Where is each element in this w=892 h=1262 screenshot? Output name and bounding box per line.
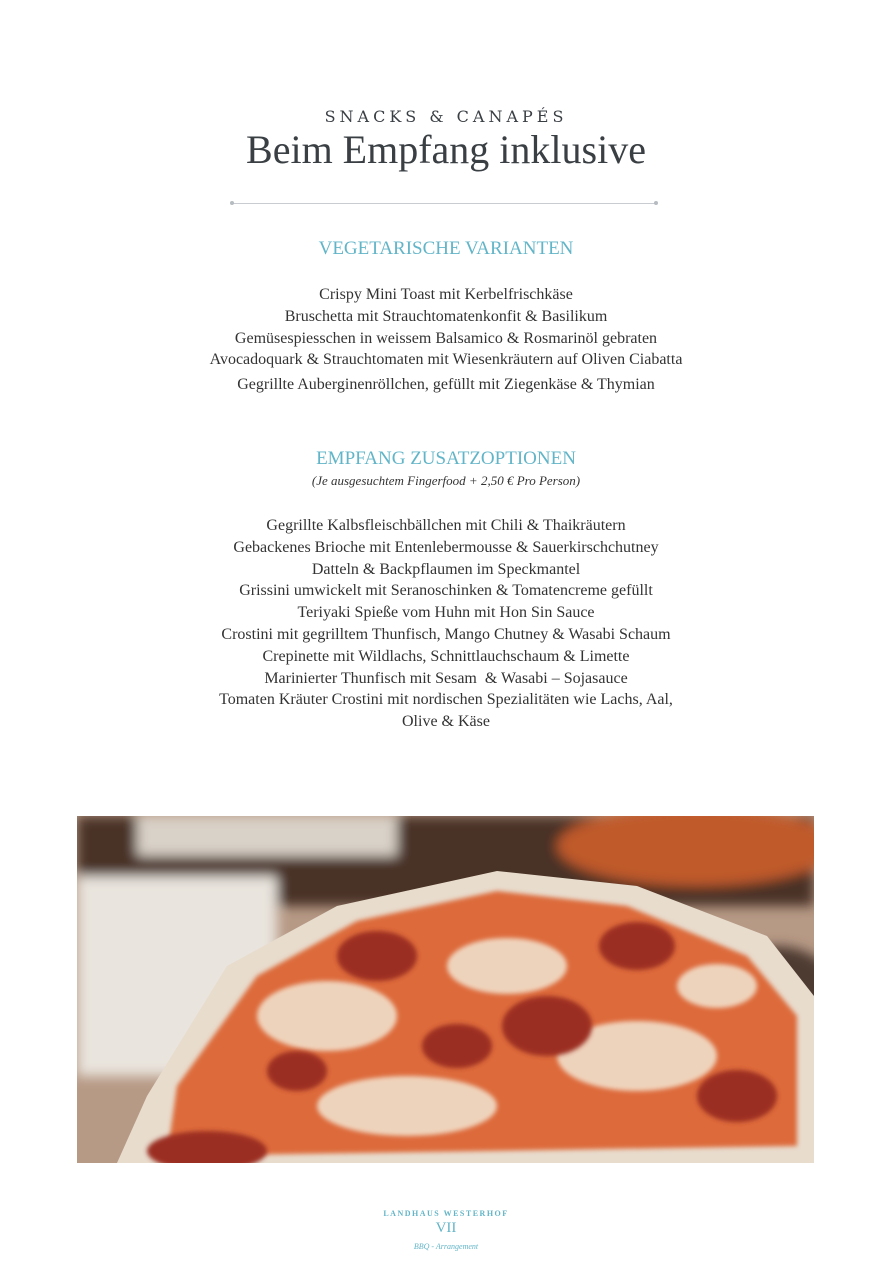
list-item: Gegrillte Auberginenröllchen, gefüllt mit Ziegenkäse & Thymian [237, 376, 655, 394]
list-item: Olive & Käse [402, 713, 490, 731]
list-item: Crispy Mini Toast mit Kerbelfrischkäse [319, 286, 573, 303]
list-item: Tomaten Kräuter Crostini mit nordischen Spezialitäten wie Lachs, Aal, [219, 691, 673, 709]
pizza-illustration [77, 816, 814, 1163]
pizza-photo [77, 816, 814, 1163]
list-item: Teriyaki Spieße vom Huhn mit Hon Sin Sauce [297, 604, 595, 622]
list-item: Avocadoquark & Strauchtomaten mit Wiesenkräutern auf Oliven Ciabatta [209, 351, 683, 369]
list-item: Bruschetta mit Strauchtomatenkonfit & Basilikum [284, 307, 608, 325]
section-title-extras: EMPFANG ZUSATZOPTIONEN [316, 448, 576, 469]
vegetarian-list [0, 284, 892, 396]
page-title: Beim Empfang inklusive [246, 127, 646, 172]
divider [232, 203, 656, 204]
price-note: (Je ausgesuchtem Fingerfood + 2,50 € Pro Person) [311, 473, 581, 488]
section-title-vegetarian: VEGETARISCHE VARIANTEN [318, 238, 574, 259]
list-item: Marinierter Thunfisch mit Sesam & Wasabi – Sojasauce [264, 669, 628, 687]
list-item: Grissini umwickelt mit Seranoschinken & Tomatencreme gefüllt [239, 582, 653, 600]
list-item: Gegrillte Kalbsfleischbällchen mit Chili & Thaikräutern [266, 517, 626, 534]
extras-list [0, 515, 892, 733]
list-item: Gebackenes Brioche mit Entenlebermousse & Sauerkirschchutney [233, 538, 659, 556]
footer-brand: LANDHAUS WESTERHOF [383, 1209, 509, 1218]
list-item: Crepinette mit Wildlachs, Schnittlauchschaum & Limette [262, 647, 630, 665]
list-item: Gemüsespiesschen in weissem Balsamico & Rosmarinöl gebraten [234, 329, 658, 347]
footer-subtitle: BBQ - Arrangement [413, 1242, 479, 1251]
list-item: Crostini mit gegrilltem Thunfisch, Mango Chutney & Wasabi Schaum [221, 625, 671, 643]
page-number: VII [435, 1220, 457, 1236]
section-kicker: SNACKS & CANAPÉS [324, 107, 568, 126]
list-item: Datteln & Backpflaumen im Speckmantel [311, 560, 581, 578]
